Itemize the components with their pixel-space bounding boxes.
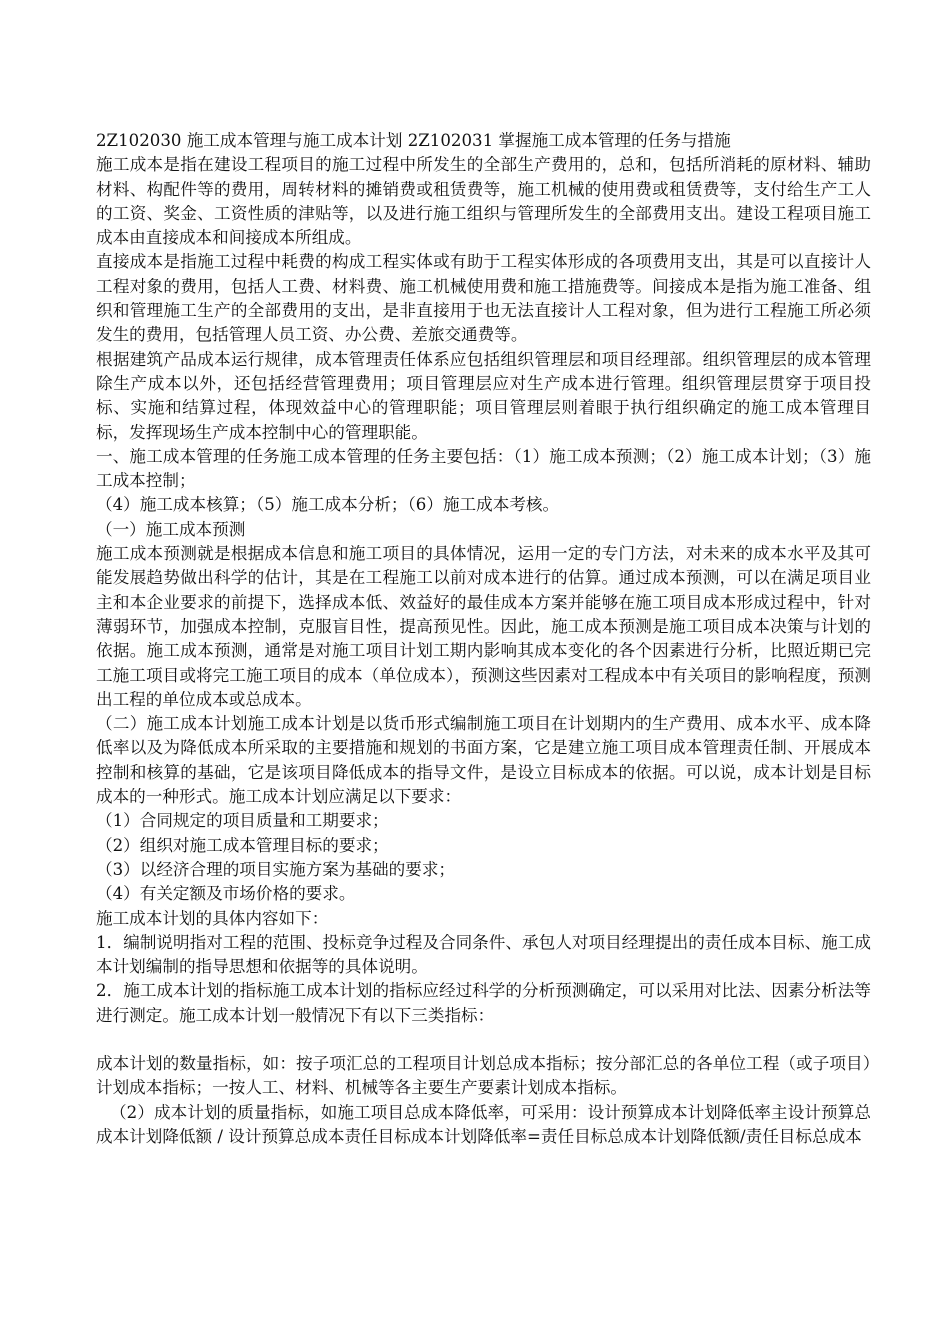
section-heading-cost-forecast: （一）施工成本预测 [96,519,246,539]
paragraph-cost-forecast: 施工成本预测就是根据成本信息和施工项目的具体情况，运用一定的专门方法，对未来的成本水平及其可能发展趋势做出科学的估计，其是在工程施工以前对成本进行的估算。通过成本预测，可以在满足项目业主和本企业要求的前提下，选择成本低、效益好的最佳成本方案并能够在施工项目成本形成过程中，针对薄弱环节，加强成本控制，克服盲目性，提高预见性。因此，施工成本预测是施工项目成本决策与计划的依据。施工成本预测，通常是对施工项目计划工期内影响其成本变化的各个因素进行分析，比照近期已完工施工项目或将完工施工项目的成本（单位成本），预测这些因素对工程成本中有关项目的影响程度，预测出工程的单位成本或总成本。 [96,544,871,709]
paragraph-quantity-indicators: 成本计划的数量指标，如：按子项汇总的工程项目计划总成本指标；按分部汇总的各单位工程（或子项目）计划成本指标；一按人工、材料、机械等各主要生产要素计划成本指标。 [96,1053,871,1098]
document-page [96,129,871,1149]
list-item-requirement-2: （2）组织对施工成本管理目标的要求； [96,835,389,855]
list-item-plan-content-1: 1．编制说明指对工程的范围、投标竞争过程及合同条件、承包人对项目经理提出的责任成本目标、施工成本计划编制的指导思想和依据等的具体说明。 [96,932,871,977]
list-item-plan-content-2: 2．施工成本计划的指标施工成本计划的指标应经过科学的分析预测确定，可以采用对比法、因素分析法等进行测定。施工成本计划一般情况下有以下三类指标： [96,981,871,1025]
list-item-requirement-4: （4）有关定额及市场价格的要求。 [96,884,356,904]
list-item-requirement-1: （1）合同规定的项目质量和工期要求； [96,811,389,831]
paragraph-cost-management-responsibility: 根据建筑产品成本运行规律，成本管理责任体系应包括组织管理层和项目经理部。组织管理层的成本管理除生产成本以外，还包括经营管理费用；项目管理层应对生产成本进行管理。组织管理层贯穿于项目投标、实施和结算过程，体现效益中心的管理职能；项目管理层则着眼于执行组织确定的施工成本管理目标，发挥现场生产成本控制中心的管理职能。 [96,349,871,442]
paragraph-construction-cost-definition: 施工成本是指在建设工程项目的施工过程中所发生的全部生产费用的，总和，包括所消耗的原材料、辅助材料、构配件等的费用，周转材料的摊销费或租赁费等，施工机械的使用费或租赁费等，支付给生产工人的工资、奖金、工资性质的津贴等，以及进行施工组织与管理所发生的全部费用支出。建设工程项目施工成本由直接成本和间接成本所组成。 [96,155,871,248]
paragraph-plan-content-intro: 施工成本计划的具体内容如下： [96,908,329,928]
paragraph-direct-indirect-cost: 直接成本是指施工过程中耗费的构成工程实体或有助于工程实体形成的各项费用支出，其是可以直接计人工程对象的费用，包括人工费、材料费、施工机械使用费和施工措施费等。间接成本是指为施工准备、组织和管理施工生产的全部费用的支出，是非直接用于也无法直接计人工程对象，但为进行工程施工所必须发生的费用，包括管理人员工资、办公费、差旅交通费等。 [96,252,871,345]
paragraph-cost-management-tasks: 一、施工成本管理的任务施工成本管理的任务主要包括：（1）施工成本预测；（2）施工成本计划；（3）施工成本控制； [96,446,871,491]
paragraph-cost-management-tasks-continued: （4）施工成本核算；（5）施工成本分析；（6）施工成本考核。 [96,495,560,515]
paragraph-cost-plan: （二）施工成本计划施工成本计划是以货币形式编制施工项目在计划期内的生产费用、成本水平、成本降低率以及为降低成本所采取的主要措施和规划的书面方案，它是建立施工项目成本管理责任制、开展成本控制和核算的基础，它是该项目降低成本的指导文件，是设立目标成本的依据。可以说，成本计划是目标成本的一种形式。施工成本计划应满足以下要求： [96,714,871,807]
paragraph-quality-indicators: （2）成本计划的质量指标，如施工项目总成本降低率，可采用：设计预算成本计划降低率主设计预算总成本计划降低额 / 设计预算总成本责任目标成本计划降低率=责任目标总成本计划降低额/责任目标总成本 [96,1102,871,1146]
document-heading: 2Z102030 施工成本管理与施工成本计划 2Z102031 掌握施工成本管理的任务与措施 [96,131,731,150]
list-item-requirement-3: （3）以经济合理的项目实施方案为基础的要求； [96,859,456,879]
